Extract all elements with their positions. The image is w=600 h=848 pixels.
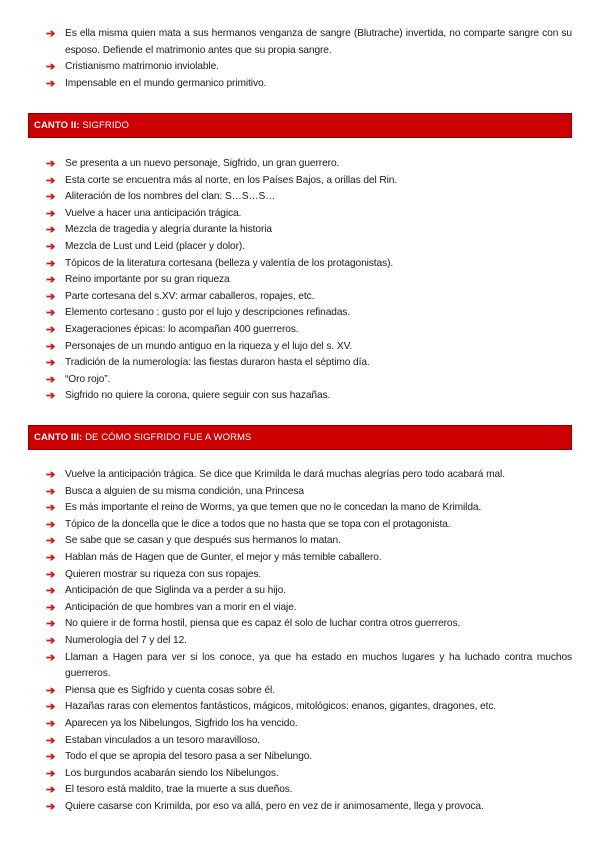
list-item (46, 372, 572, 389)
arrow-right-icon: ➔ (46, 307, 56, 320)
arrow-right-icon: ➔ (46, 800, 56, 813)
list-item-text: Cristianismo matrimonio inviolable. (65, 61, 219, 73)
arrow-right-icon: ➔ (46, 257, 56, 270)
arrow-right-icon: ➔ (46, 535, 56, 548)
arrow-right-icon: ➔ (46, 390, 56, 403)
list-item (46, 484, 572, 501)
arrow-right-icon: ➔ (46, 274, 56, 287)
list-item-text: El tesoro está maldito, trae la muerte a sus dueños. (65, 784, 293, 796)
list-item (46, 567, 572, 584)
list-item (46, 650, 572, 683)
list-item-text: Anticipación de que Siglinda va a perder a su hijo. (65, 585, 286, 597)
arrow-right-icon: ➔ (46, 618, 56, 631)
list-item (46, 733, 572, 750)
arrow-right-icon: ➔ (46, 485, 56, 498)
arrow-right-icon: ➔ (46, 191, 56, 204)
list-item-text: Se sabe que se casan y que después sus hermanos lo matan. (65, 535, 341, 547)
list-item (46, 683, 572, 700)
arrow-right-icon: ➔ (46, 734, 56, 747)
list-item (46, 533, 572, 550)
list-item-text: Estaban vinculados a un tesoro maravilloso. (65, 734, 261, 746)
arrow-right-icon: ➔ (46, 357, 56, 370)
arrow-right-icon: ➔ (46, 651, 56, 664)
list-item (46, 222, 572, 239)
list-item (46, 616, 572, 633)
arrow-right-icon: ➔ (46, 61, 56, 74)
arrow-right-icon: ➔ (46, 290, 56, 303)
list-item-text: Hablan más de Hagen que de Gunter, el mejor y más temible caballero. (65, 551, 382, 563)
list-item (46, 189, 572, 206)
list-item (46, 355, 572, 372)
list-item-text: Numerología del 7 y del 12. (65, 634, 187, 646)
list-item-text: Piensa que es Sigfrido y cuenta cosas sobre él. (65, 684, 275, 696)
list-item (46, 272, 572, 289)
arrow-right-icon: ➔ (46, 717, 56, 730)
arrow-right-icon: ➔ (46, 518, 56, 531)
list-item-text: Es ella misma quien mata a sus hermanos venganza de sangre (Blutrache) invertida, no comparte sangre con su esposo. Defiende el matrimonio antes que su propia sangre. (65, 28, 572, 56)
list-item-text: Elemento cortesano : gusto por el lujo y descripciones refinadas. (65, 307, 351, 319)
arrow-right-icon: ➔ (46, 601, 56, 614)
arrow-right-icon: ➔ (46, 340, 56, 353)
list-item (46, 517, 572, 534)
arrow-right-icon: ➔ (46, 767, 56, 780)
arrow-right-icon: ➔ (46, 158, 56, 170)
list-item (46, 583, 572, 600)
list-item (46, 339, 572, 356)
list-item-text: “Oro rojo”. (65, 373, 111, 385)
list-item (46, 782, 572, 799)
list-item-text: Los burgundos acabarán siendo los Nibelungos. (65, 767, 279, 779)
list-item-text: Mezcla de tragedia y alegría durante la historia (65, 224, 272, 236)
list-item (46, 550, 572, 567)
list-item (46, 500, 572, 517)
list-item-text: Hazañas raras con elementos fantásticos, mágicos, mitológicos: enanos, gigantes, dragones, etc. (65, 701, 497, 713)
list-item-text: Tópicos de la literatura cortesana (belleza y valentía de los protagonistas). (65, 257, 394, 269)
canto3-heading (28, 425, 572, 450)
list-item (46, 600, 572, 617)
list-item-text: Es más importante el reino de Worms, ya que temen que no le concedan la mano de Krimilda. (65, 502, 482, 514)
arrow-right-icon: ➔ (46, 784, 56, 797)
list-item-text: Aparecen ya los Nibelungos, Sigfrido los ha vencido. (65, 717, 298, 729)
list-item (46, 749, 572, 766)
canto3-list (46, 467, 572, 815)
list-item (46, 467, 572, 484)
arrow-right-icon: ➔ (46, 684, 56, 697)
list-item-text: Llaman a Hagen para ver si los conoce, ya que ha estado en muchos lugares y ha luchado contra muchos guerreros. (65, 651, 572, 680)
arrow-right-icon: ➔ (46, 207, 56, 220)
arrow-right-icon: ➔ (46, 701, 56, 714)
list-item (46, 305, 572, 322)
canto3-label: CANTO III: (34, 432, 83, 443)
arrow-right-icon: ➔ (46, 502, 56, 515)
arrow-right-icon: ➔ (46, 240, 56, 253)
list-item-text: Exageraciones épicas: lo acompañan 400 guerreros. (65, 323, 299, 335)
canto2-heading (28, 113, 572, 138)
list-item-text: Sigfrido no quiere la corona, quiere seguir con sus hazañas. (65, 390, 331, 402)
list-item-text: Esta corte se encuentra más al norte, en los Países Bajos, a orillas del Rin. (65, 174, 398, 186)
canto2-label: CANTO II: (34, 120, 80, 131)
list-item (46, 699, 572, 716)
list-item-text: Quiere casarse con Krimilda, por eso va allá, pero en vez de ir animosamente, llega y provoca. (65, 800, 484, 812)
canto2-list (46, 156, 572, 405)
arrow-right-icon: ➔ (46, 751, 56, 764)
list-item (46, 633, 572, 650)
list-item-text: Personajes de un mundo antiguo en la riqueza y el lujo del s. XV. (65, 340, 353, 352)
list-item-text: Todo el que se apropia del tesoro pasa a ser Nibelungo. (65, 751, 313, 763)
list-item-text: Parte cortesana del s.XV: armar caballeros, ropajes, etc. (65, 290, 315, 302)
canto3-title: DE CÓMO SIGFRIDO FUE A WORMS (82, 432, 252, 443)
list-item (46, 289, 572, 306)
list-item (46, 322, 572, 339)
arrow-right-icon: ➔ (46, 77, 56, 90)
arrow-right-icon: ➔ (46, 28, 56, 40)
list-item-text: Tradición de la numerología: las fiestas duraron hasta el séptimo día. (65, 357, 370, 369)
arrow-right-icon: ➔ (46, 323, 56, 336)
arrow-right-icon: ➔ (46, 174, 56, 187)
list-item-text: Quieren mostrar su riqueza con sus ropajes. (65, 568, 262, 580)
list-item (46, 239, 572, 256)
list-item-text: Impensable en el mundo germanico primitivo. (65, 77, 267, 89)
list-item-text: Vuelve la anticipación trágica. Se dice que Krimilda le dará muchas alegrías pero todo acabará mal. (65, 469, 505, 480)
list-item (46, 388, 572, 405)
list-item (46, 716, 572, 733)
section1-list (46, 26, 572, 92)
list-item-text: Vuelve a hacer una anticipación trágica. (65, 207, 242, 219)
list-item (46, 799, 572, 816)
list-item-text: No quiere ir de forma hostil, piensa que es capaz él solo de luchar contra otros guerreros. (65, 618, 461, 630)
list-item-text: Se presenta a un nuevo personaje, Sigfrido, un gran guerrero. (65, 158, 340, 169)
list-item (46, 206, 572, 223)
list-item-text: Busca a alguien de su misma condición, una Princesa (65, 485, 304, 497)
list-item (46, 26, 572, 59)
list-item-text: Aliteración de los nombres del clan: S…S…S… (65, 191, 276, 203)
arrow-right-icon: ➔ (46, 551, 56, 564)
list-item (46, 76, 572, 93)
arrow-right-icon: ➔ (46, 373, 56, 386)
list-item (46, 173, 572, 190)
arrow-right-icon: ➔ (46, 634, 56, 647)
list-item (46, 766, 572, 783)
list-item (46, 156, 572, 173)
list-item-text: Anticipación de que hombres van a morir en el viaje. (65, 601, 297, 613)
list-item (46, 256, 572, 273)
arrow-right-icon: ➔ (46, 469, 56, 481)
arrow-right-icon: ➔ (46, 568, 56, 581)
arrow-right-icon: ➔ (46, 585, 56, 598)
list-item-text: Tópico de la doncella que le dice a todos que no hasta que se topa con el protagonista. (65, 518, 451, 530)
list-item (46, 59, 572, 76)
canto2-title: SIGFRIDO (79, 120, 130, 131)
arrow-right-icon: ➔ (46, 224, 56, 237)
list-item-text: Mezcla de Lust und Leid (placer y dolor). (65, 240, 245, 252)
list-item-text: Reino importante por su gran riqueza (65, 274, 230, 286)
